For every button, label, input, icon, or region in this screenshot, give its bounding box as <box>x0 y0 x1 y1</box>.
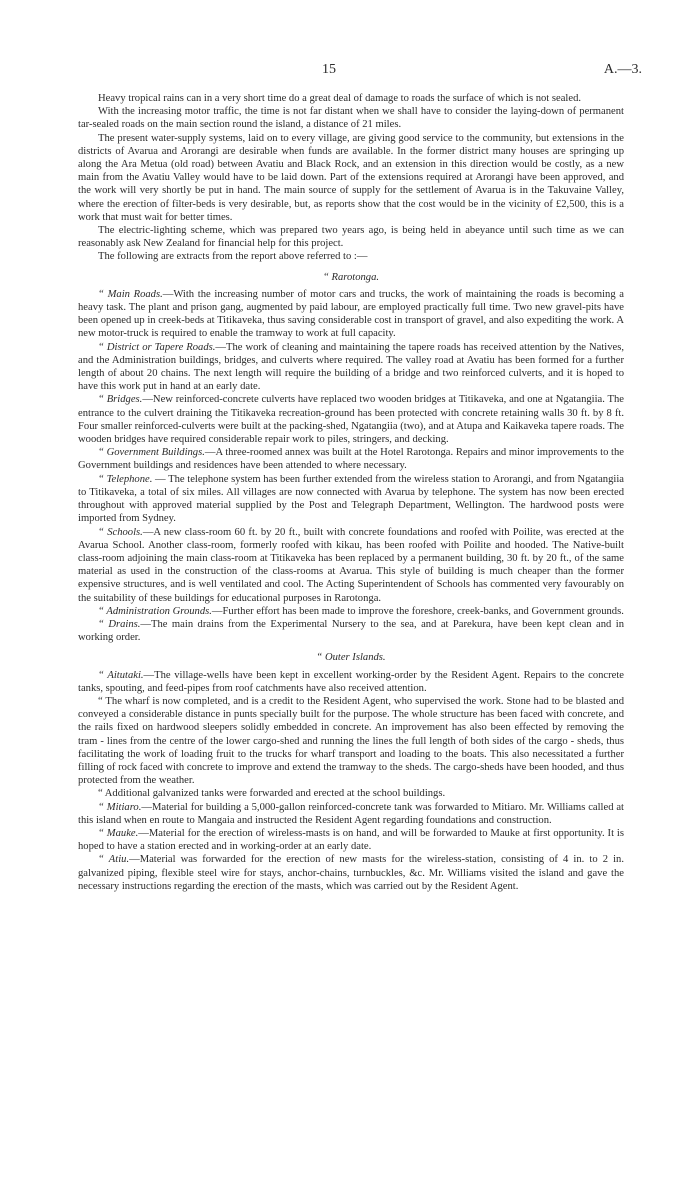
paragraph-lead: “ Mauke. <box>98 827 139 839</box>
paragraph-text: —The work of cleaning and maintaining the tapere roads has received attention by the Natives, and the Administration buildings, bridges, and culverts where required. The valley road at Avatiu has been formed for a further length of about 20 chains. The next length will require the building of a bridge and two reinforced culverts, and it is hoped to have this work put in hand at an early date. <box>78 341 624 393</box>
paragraph <box>78 853 624 893</box>
paragraph-lead: “ Mitiaro. <box>98 801 142 813</box>
section-title-outer-islands: “ Outer Islands. <box>316 652 386 664</box>
paragraph-text: —Material for building a 5,000-gallon reinforced-concrete tank was forwarded to Mitiaro. Mr. Williams called at this island when en route to Mangaia and instructed the Resident Agent regarding foundations and construction. <box>78 801 624 826</box>
paragraph-text: “ The wharf is now completed, and is a credit to the Resident Agent, who supervised the work. Stone had to be blasted and conveyed a considerable distance in punts specially built for the purpose. The whole structure has been faced with concrete, and the rails fixed on hardwood sleepers solidly embedded in concrete. An improvement has also been effected by removing the tram - lines from the centre of the lower cargo-shed and running the lines the full length of both sides of the cargo - sheds, thus facilitating the work of loading fruit to the trucks for wharf transport and loading to the boats. This also necessitated a further filling of rock faced with concrete to improve and extend the tramway to the sheds. The cargo-sheds have been hooded, and thus protected from the weather. <box>78 695 624 787</box>
paragraph <box>78 801 624 827</box>
paragraph <box>78 473 624 526</box>
paragraph: With the increasing motor traffic, the time is not far distant when we shall have to consider the laying-down of permanent tar-sealed roads on the main section round the island, a distance of 21 miles. <box>78 106 624 131</box>
paragraph <box>78 787 624 800</box>
paragraph: The electric-lighting scheme, which was prepared two years ago, is being held in abeyance until such time as we can reasonably ask New Zealand for financial help for this project. <box>78 225 624 250</box>
paragraph-lead: “ Telephone. <box>98 473 153 485</box>
section-title-rarotonga: “ Rarotonga. <box>322 271 380 283</box>
paragraph-text: “ Additional galvanized tanks were forwarded and erected at the school buildings. <box>98 788 446 800</box>
paragraph-lead: “ Atiu. <box>98 854 130 866</box>
paragraph-lead: “ Government Buildings. <box>98 447 205 459</box>
paragraph: The present water-supply systems, laid on to every village, are giving good service to the community, but extensions in the districts of Avarua and Arorangi are desirable when funds are available. In the former district many houses are springing up along the Ara Metua (old road) between Avatiu and Black Rock, and an extension in this direction would be costly, as a new main from the Avatiu Valley would have to be laid down. Part of the extensions required at Arorangi have been approved, and the work will very shortly be put in hand. The main source of supply for the settlement of Avarua is in the Takuvaine Valley, where the erection of filter-beds is very desirable, but, as reports show that the cost would be in the vicinity of £2,500, this is a work that must wait for better times. <box>78 132 624 223</box>
page-header <box>0 62 700 82</box>
paragraph <box>78 341 624 394</box>
paragraph: The following are extracts from the report above referred to :— <box>98 251 368 263</box>
paragraph-lead: “ Bridges. <box>98 394 143 406</box>
paragraph <box>78 446 624 472</box>
paragraph-lead: “ Administration Grounds. <box>98 605 212 617</box>
paragraph-lead: “ Main Roads. <box>98 288 163 300</box>
paragraph <box>78 669 624 695</box>
paragraph-text: —Further effort has been made to improve the foreshore, creek-banks, and Government grounds. <box>211 605 624 617</box>
paragraph-text: —Material was forwarded for the erection of new masts for the wireless-station, consisting of 4 in. to 2 in. galvanized piping, flexible steel wire for stays, anchor-chains, turnbuckles, &c. Mr. Williams visited the island and gave the necessary instructions regarding the erection of the masts, which was carried out by the Resident Agent. <box>78 854 624 892</box>
paragraph-text: —New reinforced-concrete culverts have replaced two wooden bridges at Titikaveka, and one at Ngatangiia. The entrance to the culvert draining the Titikaveka recreation-ground has been protected with concrete retaining walls 30 ft. by 8 ft. Four smaller reinforced-culverts were built at the packing-shed, Ngatangiia (two), and at Atupa and Kaikaveka tapere roads. The wooden bridges have required considerable repair work to piles, stringers, and decking. <box>78 394 624 446</box>
document-reference: A.—3. <box>603 62 642 77</box>
paragraph <box>78 288 624 341</box>
paragraph-text: —The village-wells have been kept in excellent working-order by the Resident Agent. Repairs to the concrete tanks, spouting, and feed-pipes from roof catchments have also received attention. <box>78 669 624 694</box>
paragraph-text: —Material for the erection of wireless-masts is on hand, and will be forwarded to Mauke at first opportunity. It is hoped to have a station erected and in working-order at an early date. <box>78 827 624 853</box>
page-number: 15 <box>322 62 336 77</box>
paragraph-text: — The telephone system has been further extended from the wireless station to Arorangi, and from Ngatangiia to Titikaveka, a total of six miles. All villages are now connected with Avarua by telephone. The system has now been erected throughout with approved material supplied by the Post and Telegraph Department, Wellington. The hardwood posts were imported from Sydney. <box>78 473 624 525</box>
paragraph-text: —With the increasing number of motor cars and trucks, the work of maintaining the roads is becoming a heavy task. The plant and prison gang, augmented by paid labour, are employed practically full time. Two new gravel-pits have been opened up in creek-beds at Titikaveka, thus saving considerable cost in transport of gravel, and also expediting the work. A new motor-truck is required to enable the tramway to work at full capacity. <box>78 288 625 340</box>
paragraph-lead: “ District or Tapere Roads. <box>98 341 216 353</box>
paragraph <box>78 695 624 787</box>
paragraph-text: —The main drains from the Experimental Nursery to the sea, and at Parekura, have been kept clean and in working order. <box>78 618 624 644</box>
paragraph-text: —A new class-room 60 ft. by 20 ft., built with concrete foundations and roofed with Poilite, was erected at the Avarua School. Another class-room, formerly roofed with kikau, has been roofed with Poilite and hooded. The Native-built class-room adjoining the main class-room at Titikaveka has been replaced by a permanent building, 30 ft. by 20 ft., of the same material as used in the construction of the class-rooms at Avarua. This style of building is much cheaper than the former expensive structures, and is well ventilated and cool. The Acting Superintendent of Schools has commented very favourably on the suitability of these buildings for educational purposes in Rarotonga. <box>78 526 624 604</box>
paragraph-lead: “ Drains. <box>98 618 141 630</box>
paragraph <box>78 827 624 853</box>
paragraph <box>78 618 624 644</box>
paragraph-lead: “ Schools. <box>98 526 143 538</box>
paragraph <box>78 605 624 618</box>
paragraph-lead: “ Aitutaki. <box>98 669 144 681</box>
paragraph-text: —A three-roomed annex was built at the Hotel Rarotonga. Repairs and minor improvements to the Government buildings and residences have been attended to where necessary. <box>78 447 624 472</box>
paragraph <box>78 526 624 605</box>
body-text <box>78 92 624 893</box>
paragraph <box>78 393 624 446</box>
paragraph: Heavy tropical rains can in a very short time do a great deal of damage to roads the surface of which is not sealed. <box>98 93 582 104</box>
